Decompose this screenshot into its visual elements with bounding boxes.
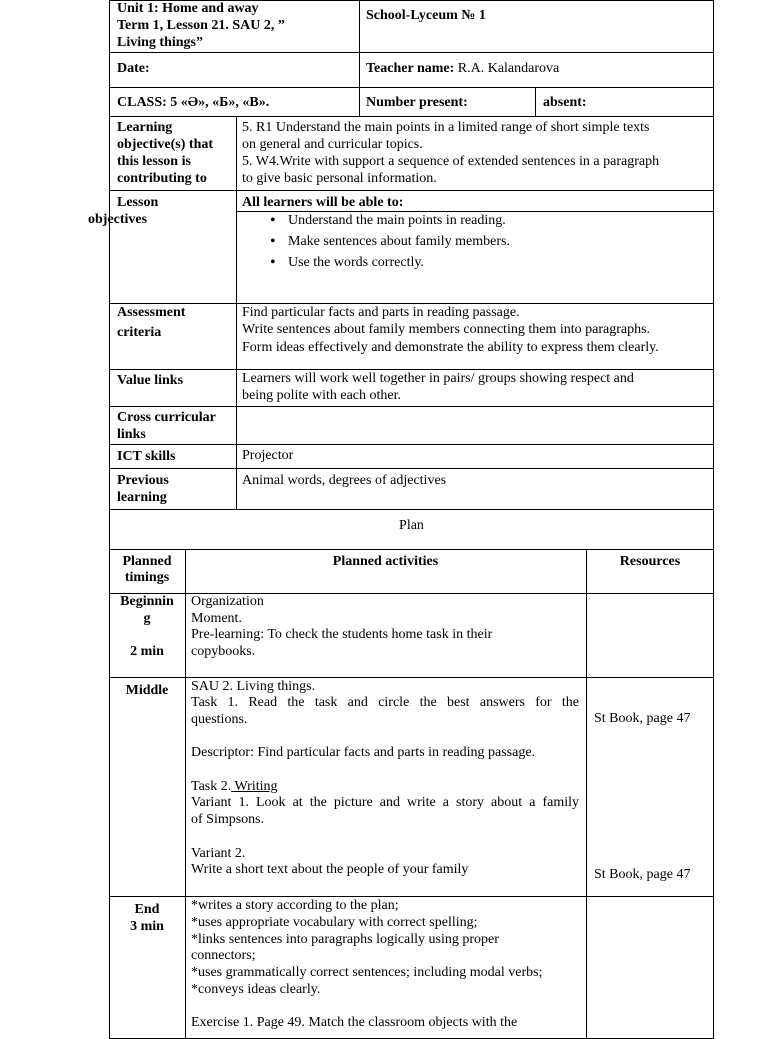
writing-link[interactable]: Writing	[231, 779, 278, 794]
variant1-text: of Simpsons.	[191, 812, 265, 827]
variant2-title: Variant 2.	[191, 846, 246, 861]
row-divider	[109, 896, 714, 897]
assessment-text: Find particular facts and parts in reading passage.	[242, 305, 520, 320]
lesson-objectives-heading: All learners will be able to:	[242, 195, 404, 210]
middle-sau: SAU 2. Living things.	[191, 679, 316, 694]
end-text: connectors;	[191, 948, 256, 963]
lesson-objectives-label: objectives	[88, 212, 148, 227]
previous-learning-text: Animal words, degrees of adjectives	[242, 473, 447, 488]
lesson-objectives-label: Lesson	[117, 195, 159, 210]
unit-line: Term 1, Lesson 21. SAU 2, ”	[117, 18, 285, 33]
row-divider	[109, 303, 714, 304]
cross-curricular-label: links	[117, 427, 146, 442]
row-divider	[109, 406, 714, 407]
variant1-text: Variant 1. Look at the picture and write a story about a family	[191, 795, 579, 810]
task2-title	[191, 779, 277, 796]
learning-objectives-label: objective(s) that	[117, 137, 214, 152]
beginning-text: Organization	[191, 594, 264, 609]
middle-timing: Middle	[125, 683, 169, 698]
row-divider	[109, 677, 714, 678]
row-divider	[109, 444, 714, 445]
ict-text: Projector	[242, 448, 294, 463]
end-text: *links sentences into paragraphs logically using proper	[191, 932, 499, 947]
beginning-text: Pre-learning: To check the students home task in their	[191, 627, 493, 642]
beginning-timing: g	[143, 611, 151, 626]
variant2-text: Write a short text about the people of your family	[191, 862, 469, 877]
teacher-name-value: R.A. Kalandarova	[457, 61, 560, 76]
ict-label: ICT skills	[117, 449, 176, 464]
list-item: • Understand the main points in reading.	[264, 210, 510, 231]
row-divider	[109, 549, 714, 550]
learning-objective-text: to give basic personal information.	[242, 171, 437, 186]
cross-curricular-label: Cross curricular	[117, 410, 216, 425]
beginning-timing: 2 min	[130, 644, 164, 659]
assessment-label: criteria	[117, 325, 162, 340]
timings-header: Planned	[122, 554, 172, 569]
school-name: School-Lyceum № 1	[366, 8, 486, 23]
assessment-text: Form ideas effectively and demonstrate the ability to express them clearly.	[242, 340, 659, 355]
list-item: • Make sentences about family members.	[264, 231, 510, 252]
row-divider	[109, 190, 714, 191]
end-text: *uses appropriate vocabulary with correct spelling;	[191, 915, 478, 930]
end-text: *conveys ideas clearly.	[191, 982, 321, 997]
previous-learning-label: Previous	[117, 473, 169, 488]
end-timing: End	[134, 902, 160, 917]
unit-line: Unit 1: Home and away	[117, 1, 259, 16]
row-divider	[109, 369, 714, 370]
learning-objectives-label: Learning	[117, 120, 173, 135]
class-label: CLASS: 5 «Ә», «Б», «В».	[117, 95, 270, 110]
task2-prefix: Task 2.	[191, 779, 232, 794]
end-text: *writes a story according to the plan;	[191, 898, 399, 913]
plan-title: Plan	[399, 518, 424, 533]
end-timing: 3 min	[130, 919, 164, 934]
end-text: *uses grammatically correct sentences; including modal verbs;	[191, 965, 543, 980]
column-divider	[185, 549, 186, 1039]
value-links-label: Value links	[117, 373, 184, 388]
unit-line: Living things”	[117, 35, 203, 50]
task1-text: Task 1. Read the task and circle the best answers for the	[191, 695, 579, 710]
lesson-objectives-list	[264, 210, 510, 273]
value-links-text: Learners will work well together in pairs/ groups showing respect and	[242, 371, 634, 386]
resource-item: St Book, page 47	[594, 711, 691, 726]
value-links-text: being polite with each other.	[242, 388, 402, 403]
assessment-text: Write sentences about family members connecting them into paragraphs.	[242, 322, 651, 337]
end-text: Exercise 1. Page 49. Match the classroom objects with the	[191, 1015, 518, 1030]
teacher-label: Teacher name:	[366, 61, 458, 76]
date-label: Date:	[117, 61, 150, 76]
teacher-name	[366, 61, 559, 78]
row-divider	[109, 87, 714, 88]
previous-learning-label: learning	[117, 490, 167, 505]
row-divider	[109, 468, 714, 469]
task1-text: questions.	[191, 712, 248, 727]
number-present-label: Number present:	[366, 95, 468, 110]
learning-objectives-label: contributing to	[117, 171, 207, 186]
column-divider	[586, 549, 587, 1039]
activities-header: Planned activities	[332, 554, 439, 569]
learning-objective-text: 5. R1 Understand the main points in a limited range of short simple texts	[242, 120, 650, 135]
descriptor-text: Descriptor: Find particular facts and parts in reading passage.	[191, 745, 536, 760]
absent-label: absent:	[543, 95, 587, 110]
row-divider	[109, 52, 714, 53]
column-divider	[359, 0, 360, 116]
beginning-timing: Beginnin	[120, 594, 174, 609]
learning-objective-text: 5. W4.Write with support a sequence of extended sentences in a paragraph	[242, 154, 660, 169]
resources-header: Resources	[619, 554, 681, 569]
timings-header: timings	[124, 570, 170, 585]
row-divider	[109, 116, 714, 117]
assessment-label: Assessment	[117, 305, 186, 320]
resource-item: St Book, page 47	[594, 867, 691, 882]
beginning-text: Moment.	[191, 611, 242, 626]
learning-objective-text: on general and curricular topics.	[242, 137, 423, 152]
beginning-text: copybooks.	[191, 644, 256, 659]
column-divider	[236, 116, 237, 510]
column-divider	[535, 87, 536, 116]
learning-objectives-label: this lesson is	[117, 154, 191, 169]
list-item: • Use the words correctly.	[264, 252, 510, 273]
